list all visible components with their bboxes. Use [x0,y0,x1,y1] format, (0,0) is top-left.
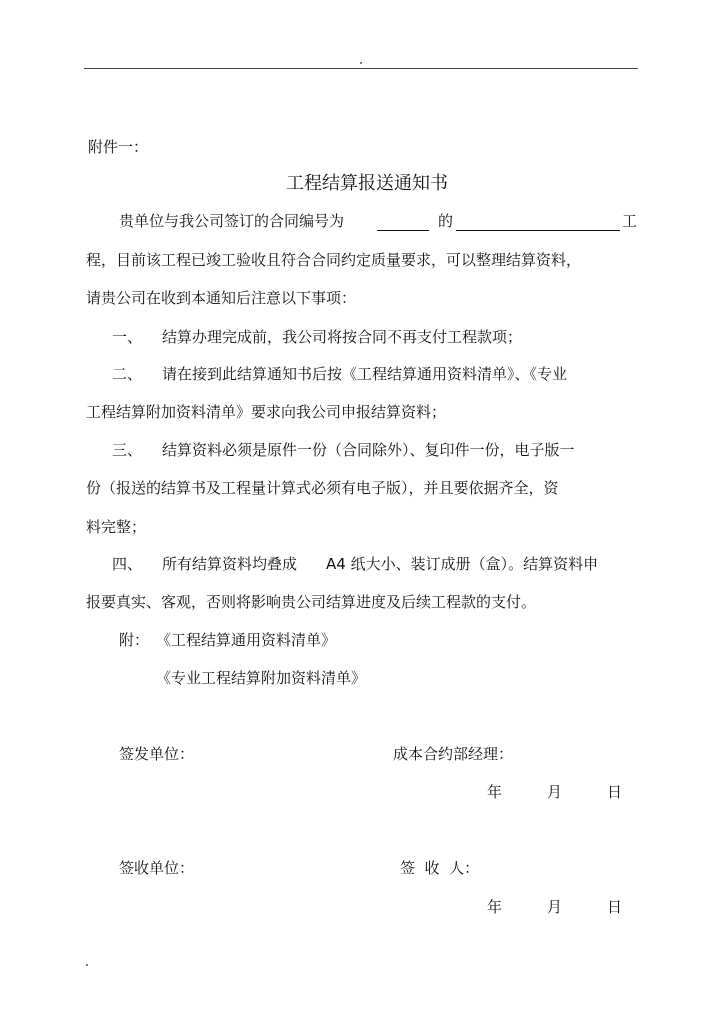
receiver-date-year: 年 [487,898,503,916]
item-text: 报要真实、客观，否则将影响贵公司结算进度及后续工程款的支付。 [86,593,537,611]
issuer-date-day: 日 [607,783,623,801]
item-text: 结算资料必须是原件一份（合同除外）、复印件一份，电子版一 [162,441,575,459]
receiver-date-day: 日 [607,898,623,916]
receiver-unit-label: 签收单位： [119,859,195,877]
intro-line-1c: 工 [622,212,638,230]
footer-mark [86,964,88,966]
item-number: 一、 [112,328,143,346]
item-text: 请在接到此结算通知书后按《工程结算通用资料清单》、《专业 [162,365,568,383]
item-text: 结算办理完成前，我公司将按合同不再支付工程款项； [162,328,523,346]
issuer-date-month: 月 [547,783,563,801]
header-rule [84,68,638,69]
intro-line-1a: 贵单位与我公司签订的合同编号为 [119,212,345,230]
item-text: 份（报送的结算书及工程量计算式必须有电子版），并且要依据齐全，资 [86,479,559,497]
issuer-unit-label: 签发单位： [119,745,195,763]
item-text: 料完整； [86,518,147,536]
project-name-blank [456,230,620,231]
header-mark [360,62,362,64]
item-text: 工程结算附加资料清单》要求向我公司申报结算资料； [86,403,447,421]
item-number: 三、 [112,441,143,459]
attachment-list-1: 《工程结算通用资料清单》 [156,631,337,649]
item-number: 二、 [112,365,143,383]
item-text: A4 纸大小、装订成册（盒）。结算资料申 [326,555,599,573]
attachment-label: 附件一： [88,138,149,156]
intro-line-2: 程，目前该工程已竣工验收且符合合同约定质量要求，可以整理结算资料， [86,251,582,269]
item-text: 所有结算资料均叠成 [162,555,298,573]
receiver-date-month: 月 [547,898,563,916]
receiver-person-label: 签 收 人： [400,859,480,877]
attachments-label: 附： [119,631,150,649]
document-title: 工程结算报送通知书 [286,173,448,194]
intro-line-1b: 的 [438,212,454,230]
contract-number-blank [377,230,429,231]
intro-line-3: 请贵公司在收到本通知后注意以下事项： [86,289,357,307]
attachment-list-2: 《专业工程结算附加资料清单》 [156,669,367,687]
item-number: 四、 [112,555,143,573]
issuer-manager-label: 成本合约部经理： [393,745,514,763]
issuer-date-year: 年 [487,783,503,801]
